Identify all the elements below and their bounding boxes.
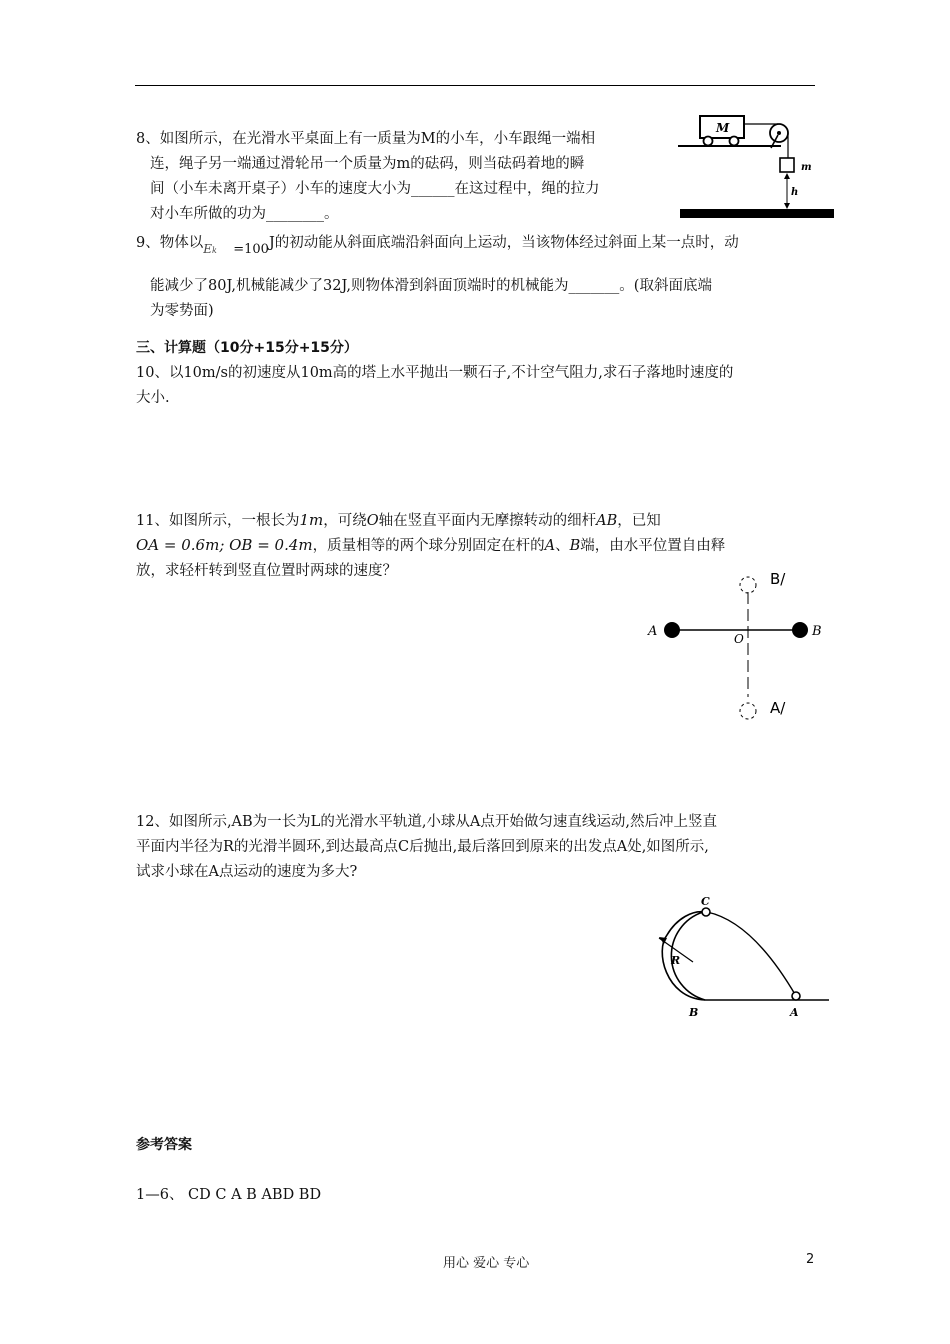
q8-fig-M-label: M bbox=[716, 121, 730, 135]
q9-line1 bbox=[136, 232, 739, 256]
q9-ek-symbol: E bbox=[203, 242, 212, 256]
q11-line1-text-c: 轴在竖直平面内无摩擦转动的细杆 bbox=[378, 513, 597, 529]
q11-fig-b-label: B bbox=[812, 624, 822, 639]
q11-fig-o-label: O bbox=[734, 632, 744, 646]
answers-title: 参考答案 bbox=[136, 1137, 192, 1153]
q12-track-figure bbox=[645, 890, 835, 1020]
q8-fig-m-label: m bbox=[801, 162, 812, 173]
q11-fig-b-prime-label: B/ bbox=[770, 570, 786, 588]
q8-line2: 连，绳子另一端通过滑轮吊一个质量为m的砝码，则当砝码着地的瞬 bbox=[150, 156, 585, 172]
q12-line2: 平面内半径为R的光滑半圆环,到达最高点C后抛出,最后落回到原来的出发点A处,如图所示, bbox=[136, 839, 709, 855]
q9-prefix: 9、物体以 bbox=[136, 235, 204, 251]
q9-line3: 为零势面) bbox=[150, 303, 214, 319]
q11-fig-a-label: A bbox=[648, 624, 658, 639]
q11-line2-text-c: 端，由水平位置自由释 bbox=[580, 538, 726, 554]
q8-cart-pulley-figure bbox=[676, 108, 836, 223]
answers-line1: 1—6、 CD C A B ABD BD bbox=[136, 1187, 322, 1203]
q11-equation: OA = 0.6m; OB = 0.4m bbox=[136, 536, 313, 554]
q9-line1-rest: J的初动能从斜面底端沿斜面向上运动，当该物体经过斜面上某一点时，动 bbox=[268, 235, 739, 251]
q11-line3: 放，求轻杆转到竖直位置时两球的速度？ bbox=[136, 563, 397, 579]
q8-line4: 对小车所做的功为________。 bbox=[150, 206, 339, 222]
section3-heading: 三、计算题（10分+15分+15分） bbox=[136, 340, 358, 356]
q9-ek-subscript: k bbox=[212, 246, 217, 255]
q12-line1: 12、如图所示,AB为一长为L的光滑水平轨道,小球从A点开始做匀速直线运动,然后冲上竖直 bbox=[136, 814, 718, 830]
page-number: 2 bbox=[806, 1252, 815, 1267]
q12-fig-r-label: R bbox=[671, 954, 681, 967]
q8-line1: 8、如图所示，在光滑水平桌面上有一质量为M的小车，小车跟绳一端相 bbox=[136, 131, 596, 147]
q11-end-b: B bbox=[569, 538, 581, 554]
q11-line2 bbox=[136, 534, 725, 558]
q8-line3: 间（小车未离开桌子）小车的速度大小为______在这过程中，绳的拉力 bbox=[150, 181, 600, 197]
q11-axis-label: O bbox=[366, 513, 379, 529]
q10-line2: 大小. bbox=[136, 390, 170, 406]
q11-rod-label: AB bbox=[596, 513, 618, 529]
q11-end-a: A bbox=[544, 538, 556, 554]
q11-line1-text-d: ，已知 bbox=[617, 513, 661, 529]
q11-line2-text-b: ，质量相等的两个球分别固定在杆的 bbox=[312, 538, 545, 554]
q12-line3: 试求小球在A点运动的速度为多大? bbox=[136, 864, 358, 880]
q9-line2: 能减少了80J,机械能减少了32J,则物体滑到斜面顶端时的机械能为_______。(取斜面底端 bbox=[150, 278, 712, 294]
q12-fig-c-label: C bbox=[701, 895, 710, 908]
header-rule bbox=[135, 85, 815, 86]
q11-separator: 、 bbox=[555, 538, 570, 554]
q12-fig-b-label: B bbox=[689, 1006, 699, 1019]
q8-fig-h-label: h bbox=[791, 187, 799, 198]
q11-line1-text-a: 11、如图所示，一根长为 bbox=[136, 513, 300, 529]
footer-motto: 用心 爱心 专心 bbox=[443, 1256, 530, 1271]
q10-line1: 10、以10m/s的初速度从10m高的塔上水平抛出一颗石子,不计空气阻力,求石子落地时速度的 bbox=[136, 365, 734, 381]
q9-ek-value: =100 bbox=[233, 242, 269, 257]
q11-length: 1m bbox=[299, 511, 324, 529]
q11-rod-figure bbox=[640, 570, 830, 725]
q11-fig-a-prime-label: A/ bbox=[770, 699, 786, 717]
q11-line1 bbox=[136, 509, 661, 533]
q12-fig-a-label: A bbox=[790, 1006, 799, 1019]
q11-line1-text-b: ，可绕 bbox=[323, 513, 367, 529]
